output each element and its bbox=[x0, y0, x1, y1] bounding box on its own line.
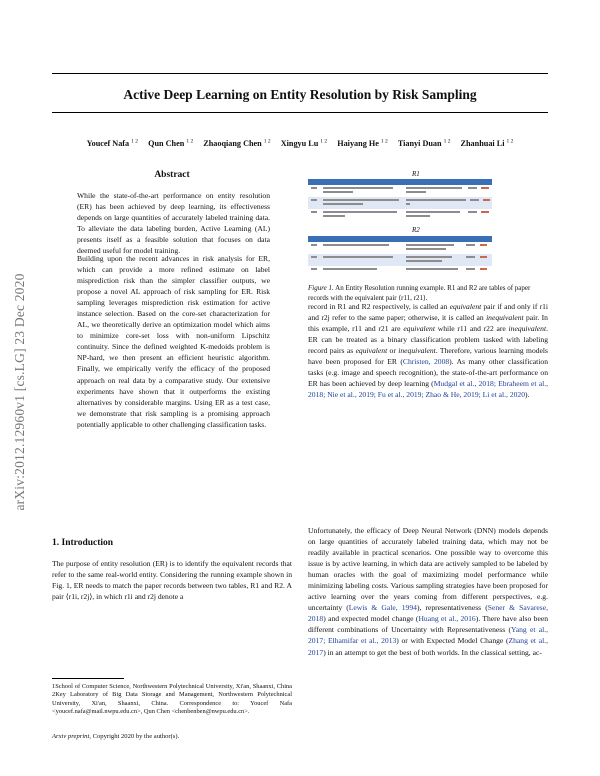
citation-link[interactable]: Sener & Savarese, 2018 bbox=[308, 603, 548, 624]
arxiv-stamp: arXiv:2012.12960v1 [cs.LG] 23 Dec 2020 bbox=[12, 273, 27, 511]
table-row bbox=[308, 254, 492, 266]
title-rule bbox=[52, 112, 548, 113]
footnote-rule bbox=[52, 678, 124, 679]
table-row bbox=[308, 209, 492, 221]
section-heading: 1. Introduction bbox=[52, 538, 114, 548]
table-label: R2 bbox=[412, 226, 420, 234]
abstract-paragraph: While the state-of-the-art performance on entity resolution (ER) has been achieved by deep learning, its effectiveness depends on large quantities of accurately labeled training data. To alleviate the data labeling burden, Active Learning (AL) presents itself as a feasible solution that focuses on data deemed useful for model training. bbox=[77, 191, 270, 256]
preprint-notice: Arxiv preprint, Copyright 2020 by the author(s). bbox=[52, 733, 180, 740]
author: Youcef Nafa $^{1 2}$ bbox=[86, 138, 139, 148]
table-row bbox=[308, 242, 492, 254]
top-rule bbox=[52, 73, 548, 74]
body-paragraph: Unfortunately, the efficacy of Deep Neural Network (DNN) models depends on large quantities of accurately labeled training data, which may not be readily available in practical scenarios. One possible way to overcome this issue is by active learning, in which data are actively sampled to be labeled by human oracles with the goal of maximizing model performance while minimizing labeling costs. Various sampling strategies have been proposed for active learning over the years coming from different perspectives, e.g. uncertainty (Lewis & Gale, 1994), representativeness (Sener & Savarese, 2018) and expected model change (Huang et al., 2016). There have also been different combinations of Uncertainty with Representativeness (Yang et al., 2017; Elhamifar et al., 2013) or with Expected Model Change (Zhang et al., 2017) in an attempt to get the best of both worlds. In the classical setting, ac- bbox=[308, 526, 548, 657]
citation-link[interactable]: Zhang et al., 2017 bbox=[308, 636, 548, 657]
author: Qun Chen $^{1 2}$ bbox=[148, 138, 194, 148]
table-row bbox=[308, 266, 492, 278]
author: Xingyu Lu $^{1 2}$ bbox=[280, 138, 328, 148]
author: Tianyi Duan $^{1 2}$ bbox=[397, 138, 451, 148]
records-table-r1 bbox=[308, 179, 492, 221]
abstract-paragraph: Building upon the recent advances in risk analysis for ER, which can provide a more refined estimate on label misprediction risk than the simpler classifier outputs, we propose a novel AL approach of risk sampling for ER. Risk sampling leverages misprediction risk estimation for active instance selection. Based on the core-set characterization for AL, we theoretically derive an optimization model which aims to minimize core-set loss with non-uniform Lipschitz continuity. Since the defined weighted K-medoids problem is NP-hard, we then present an efficient heuristic algorithm. Finally, we empirically verify the efficacy of the proposed approach on real data by a comparative study. Our extensive experiments have shown that it outperforms the existing alternatives by considerable margins. Using ER as a test case, we demonstrate that risk sampling is a promising approach potentially applicable to other challenging classification tasks. bbox=[77, 254, 270, 429]
records-table-r2 bbox=[308, 236, 492, 274]
abstract-heading: Abstract bbox=[154, 170, 190, 180]
author: Haiyang He $^{1 2}$ bbox=[337, 138, 388, 148]
author: Zhaoqiang Chen $^{1 2}$ bbox=[203, 138, 271, 148]
intro-paragraph: The purpose of entity resolution (ER) is to identify the equivalent records that refer to the same real-world entity. Considering the running example shown in Fig. 1, ER needs to match the paper records between two tables, R1 and R2. A pair ⟨r1i, r2j⟩, in which r1i and r2j denote a bbox=[52, 559, 292, 602]
citation-link[interactable]: Huang et al., 2016 bbox=[418, 614, 476, 624]
footnote: 1School of Computer Science, Northwestern Polytechnical University, Xi'an, Shaanxi, China 2Key Laboratory of Big Data Storage and Management, Northwestern Polytechnical University, Xi'an, Shaanxi, China. Correspondence to: Youcef Nafa <youcef.nafa@mail.nwpu.edu.cn>, Qun Chen <chenbenben@nwpu.edu.cn>. bbox=[52, 683, 292, 715]
table-row bbox=[308, 185, 492, 197]
citation-link[interactable]: Yang et al., 2017; Elhamifar et al., 2013 bbox=[308, 625, 548, 646]
paper-title: Active Deep Learning on Entity Resolution by Risk Sampling bbox=[123, 87, 477, 102]
table-label: R1 bbox=[412, 170, 420, 178]
citation-link[interactable]: Mudgal et al., 2018; Ebraheem et al., 2018; Nie et al., 2019; Fu et al., 2019; Zhao & He, 2019; Li et al., 2020 bbox=[308, 379, 548, 400]
citation-link[interactable]: Lewis & Gale, 1994 bbox=[348, 603, 417, 613]
body-paragraph: record in R1 and R2 respectively, is called an equivalent pair if and only if r1i and r2j refer to the same paper; otherwise, it is called an inequivalent pair. In this example, r11 and r21 are equivalent while r11 and r22 are inequivalent. ER can be treated as a binary classification problem tasked with labeling record pairs as equivalent or inequivalent. Therefore, various learning models have been proposed for ER (Christen, 2008). As many other classification tasks (e.g. image and speech recognition), the state-of-the-art performance on ER has been achieved by deep learning (Mudgal et al., 2018; Ebraheem et al., 2018; Nie et al., 2019; Fu et al., 2019; Zhao & He, 2019; Li et al., 2020). bbox=[308, 302, 549, 400]
table-row bbox=[308, 197, 492, 209]
author: Zhanhuai Li $^{1 2}$ bbox=[460, 138, 514, 148]
figure-caption: Figure 1. An Entity Resolution running example. R1 and R2 are tables of paper records with the equivalent pair ⟨r11, r21⟩. bbox=[308, 284, 531, 302]
citation-link[interactable]: Christen, 2008 bbox=[402, 357, 450, 367]
figure-1 bbox=[308, 170, 548, 278]
author-list bbox=[52, 138, 548, 148]
